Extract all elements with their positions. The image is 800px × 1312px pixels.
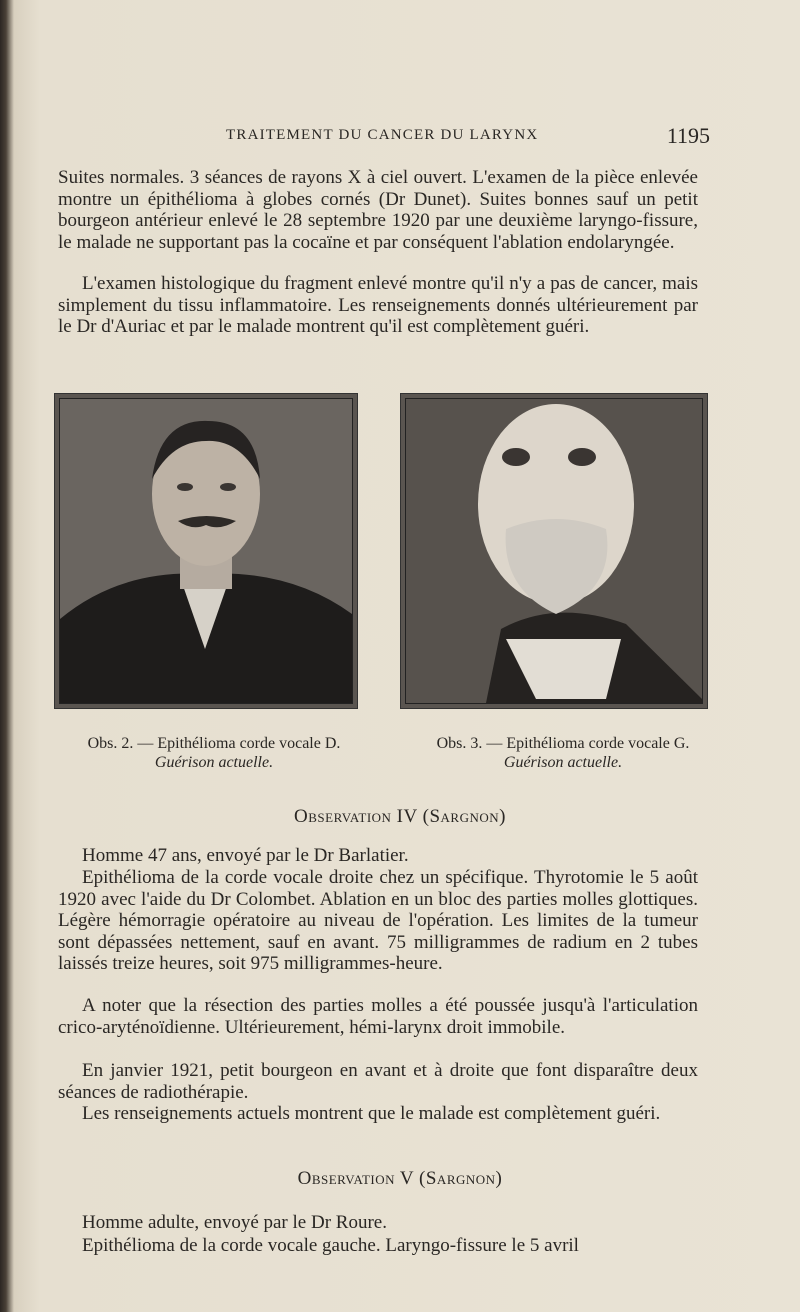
portrait-image: [406, 399, 702, 703]
intro-paragraph-1: Suites normales. 3 séances de rayons X à ciel ouvert. L'examen de la pièce enlevée montre un épithélioma à globes cornés (Dr Dunet). Suites bonnes sauf un petit bourgeon antérieur enlevé le 28 septembre 1920 par une deuxième laryngo-fissure, le malade ne supportant pas la cocaïne et par conséquent l'ablation endolaryngée.: [58, 167, 698, 253]
caption-line-1: Obs. 2. — Epithélioma corde vocale D.: [87, 735, 341, 752]
obs-iv-paragraph-1: Homme 47 ans, envoyé par le Dr Barlatier.: [82, 845, 409, 866]
figure-caption-obs-2: [54, 734, 374, 772]
obs-v-paragraph-1: Homme adulte, envoyé par le Dr Roure.: [82, 1212, 387, 1233]
caption-line-2: Guérison actuelle.: [154, 754, 274, 771]
obs-iv-paragraph-2: Epithélioma de la corde vocale droite chez un spécifique. Thyrotomie le 5 août 1920 avec l'aide du Dr Colombet. Ablation en un bloc des parties molles glottiques. Légère hémorragie opératoire au niveau de l'opération. Les limites de la tumeur sont dépassées nettement, sauf en avant. 75 milligrammes de radium en 2 tubes laissés treize heures, soit 975 milligrammes-heure.: [58, 867, 698, 975]
caption-line-2: Guérison actuelle.: [503, 754, 623, 771]
intro-paragraph-2: L'examen histologique du fragment enlevé montre qu'il n'y a pas de cancer, mais simplement du tissu inflammatoire. Les renseignements donnés ultérieurement par le Dr d'Auriac et par le malade montrent qu'il est complètement guéri.: [58, 273, 698, 338]
portrait-image: [60, 399, 352, 703]
obs-iv-paragraph-3: A noter que la résection des parties molles a été poussée jusqu'à l'articulation crico-aryténoïdienne. Ultérieurement, hémi-larynx droit immobile.: [58, 995, 698, 1038]
observation-v-heading: Observation V (Sargnon): [297, 1168, 503, 1189]
patient-photo-obs-3: [400, 393, 708, 709]
obs-v-paragraph-2: Epithélioma de la corde vocale gauche. Laryngo-fissure le 5 avril: [82, 1235, 579, 1256]
obs-iv-paragraph-4: En janvier 1921, petit bourgeon en avant et à droite que font disparaître deux séances de radiothérapie.: [58, 1060, 698, 1103]
patient-photo-obs-2: [54, 393, 358, 709]
caption-line-1: Obs. 3. — Epithélioma corde vocale G.: [436, 735, 690, 752]
figure-caption-obs-3: [408, 734, 718, 772]
running-head: [60, 125, 710, 149]
observation-iv-heading: Observation IV (Sargnon): [294, 806, 506, 827]
obs-iv-paragraph-5: Les renseignements actuels montrent que le malade est complètement guéri.: [82, 1103, 661, 1124]
page-number: 1195: [666, 123, 710, 148]
running-title: TRAITEMENT DU CANCER DU LARYNX: [226, 127, 539, 143]
